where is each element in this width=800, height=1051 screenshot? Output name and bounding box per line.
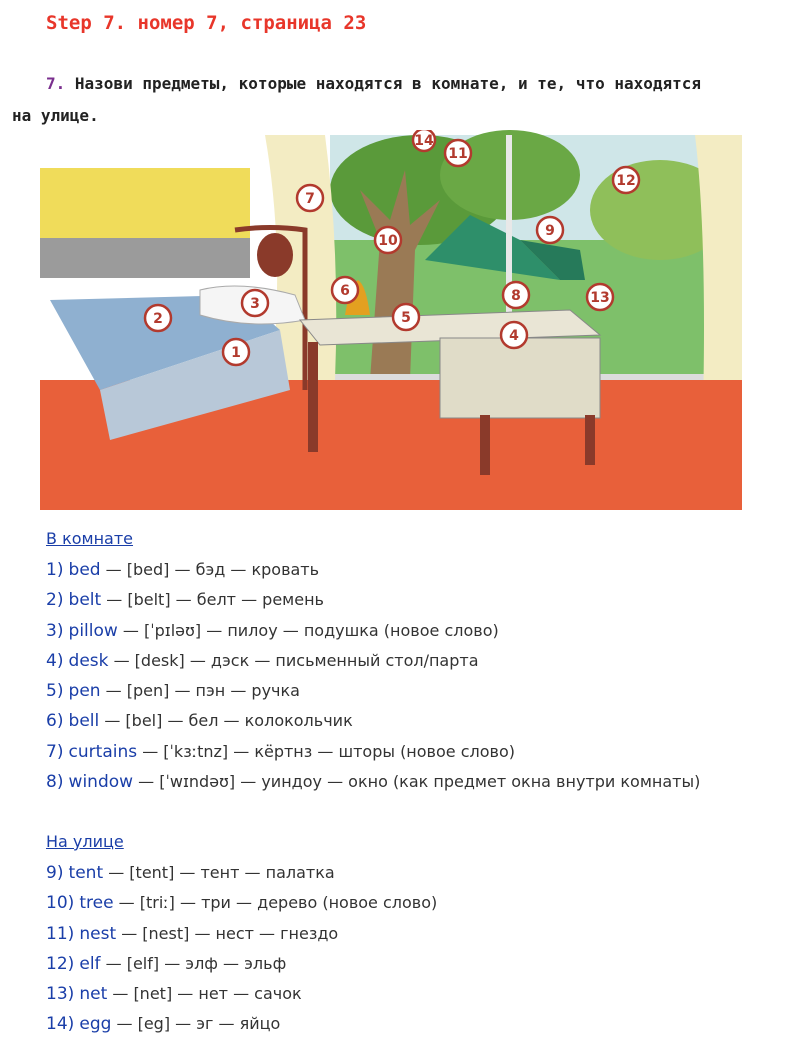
item-translation: — [pen] — пэн — ручка [100, 681, 300, 701]
marker-2-label: 2 [153, 311, 163, 327]
item-translation: — [eg] — эг — яйцо [111, 1014, 281, 1034]
item-index: 4) [46, 650, 64, 671]
item-translation: — [triː] — три — дерево (новое слово) [113, 893, 438, 913]
page-title: Step 7. номер 7, страница 23 [46, 12, 367, 34]
item-translation: — [desk] — дэск — письменный стол/парта [108, 650, 479, 670]
item-index: 6) [46, 711, 64, 732]
list-item [46, 1009, 437, 1039]
marker-3-label: 3 [250, 296, 260, 312]
item-index: 8) [46, 772, 64, 793]
marker-10-label: 10 [378, 233, 398, 249]
marker-9-label: 9 [545, 223, 555, 239]
item-translation: — [ˈwɪndəʊ] — уиндоу — окно (как предмет окна внутри комнаты) [133, 772, 701, 792]
list-item [46, 858, 437, 888]
task-number: 7. [46, 74, 66, 93]
task-text [12, 68, 752, 132]
item-index: 1) [46, 560, 64, 580]
item-word: belt [68, 590, 102, 611]
item-word: window [68, 772, 134, 793]
marker-1-label: 1 [231, 345, 241, 361]
marker-6-label: 6 [340, 283, 350, 299]
item-translation: — [net] — нет — сачок [107, 984, 302, 1004]
item-word: bed [68, 560, 101, 580]
task-line-2: на улице. [12, 106, 99, 125]
marker-4-label: 4 [509, 328, 519, 344]
list-item [46, 979, 437, 1009]
item-word: pillow [68, 620, 118, 641]
room-heading: В комнате [46, 529, 134, 548]
item-word: tree [79, 893, 114, 914]
list-item [46, 949, 437, 979]
item-translation: — [nest] — нест — гнездо [116, 923, 339, 943]
item-index: 2) [46, 590, 64, 611]
item-index: 3) [46, 620, 64, 641]
item-word: net [79, 984, 108, 1005]
item-index: 7) [46, 741, 64, 762]
item-index: 12) [46, 953, 75, 974]
room-list [46, 555, 700, 797]
list-item [46, 646, 700, 676]
item-translation: — [ˈkɜːtnz] — кёртнз — шторы (новое слово) [137, 741, 515, 761]
item-index: 5) [46, 681, 64, 702]
marker-13-label: 13 [590, 290, 610, 306]
item-index: 14) [46, 1014, 75, 1035]
marker-14-label: 14 [414, 133, 434, 149]
list-item [46, 888, 437, 918]
marker-5-label: 5 [401, 310, 411, 326]
list-item [46, 676, 700, 706]
list-item [46, 585, 700, 615]
item-word: bell [68, 711, 100, 732]
list-item [46, 616, 700, 646]
task-line-1: Назови предметы, которые находятся в комнате, и те, что находятся [74, 74, 702, 93]
room-illustration [40, 130, 742, 510]
item-translation: — [ˈpɪləʊ] — пилоу — подушка (новое слово) [117, 620, 499, 640]
item-translation: — [tent] — тент — палатка [103, 863, 335, 882]
item-index: 11) [46, 923, 75, 944]
list-item [46, 737, 700, 767]
item-index: 13) [46, 984, 75, 1005]
item-word: pen [68, 681, 101, 702]
outside-heading: На улице [46, 832, 124, 851]
item-translation: — [bel] — бел — колокольчик [99, 711, 353, 731]
item-word: tent [68, 863, 104, 883]
item-translation: — [bed] — бэд — кровать [100, 560, 320, 579]
marker-7-label: 7 [305, 191, 315, 207]
item-translation: — [belt] — белт — ремень [101, 590, 324, 610]
item-word: curtains [68, 741, 138, 762]
outside-list [46, 858, 437, 1040]
list-item [46, 555, 700, 585]
item-word: nest [79, 923, 117, 944]
list-item [46, 767, 700, 797]
item-word: egg [79, 1014, 112, 1035]
list-item [46, 919, 437, 949]
item-index: 9) [46, 863, 64, 883]
item-word: desk [68, 650, 109, 671]
marker-11-label: 11 [448, 146, 468, 162]
item-word: elf [79, 953, 101, 974]
marker-12-label: 12 [616, 173, 636, 189]
item-translation: — [elf] — элф — эльф [100, 953, 287, 973]
list-item [46, 706, 700, 736]
marker-8-label: 8 [511, 288, 521, 304]
item-index: 10) [46, 893, 75, 914]
